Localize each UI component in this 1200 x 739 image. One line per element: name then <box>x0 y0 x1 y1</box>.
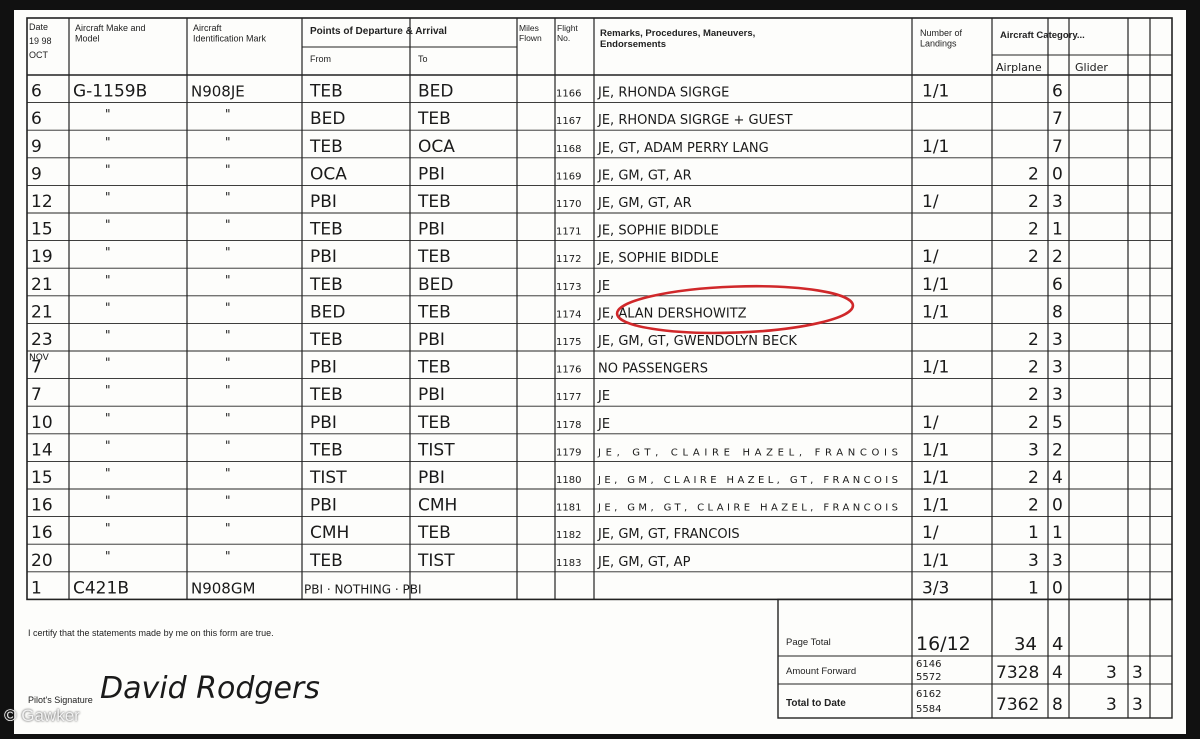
row-hours: 2 <box>1028 468 1039 488</box>
page-total-hours: 34 <box>1014 634 1037 655</box>
ttd-landings-top: 6162 <box>916 689 942 700</box>
row-model-ditto: " <box>105 134 111 149</box>
row-ident-ditto: " <box>225 466 231 480</box>
row-hours: 2 <box>1028 412 1039 433</box>
row-flight-no: 1176 <box>556 364 582 376</box>
row-remarks: JE, SOPHIE BIDDLE <box>598 251 719 267</box>
ttd-cat2: 3 <box>1132 695 1143 715</box>
header-category: Aircraft Category... <box>1000 30 1085 41</box>
ttd-hours: 7362 <box>996 695 1040 715</box>
row-ident-ditto: " <box>225 548 231 563</box>
row-remarks: JE <box>598 278 611 294</box>
logbook-table <box>14 10 1186 734</box>
header-landings: Number of Landings <box>920 28 963 49</box>
row-tenths: 3 <box>1052 550 1063 571</box>
total-to-date-label: Total to Date <box>786 698 846 709</box>
row-to: TIST <box>418 550 455 571</box>
row-tenths: 0 <box>1052 495 1063 516</box>
row-tenths: 3 <box>1052 357 1063 378</box>
row-tenths: 7 <box>1052 109 1063 130</box>
row-from: TEB <box>310 274 343 295</box>
af-cat2: 3 <box>1132 663 1143 683</box>
row-landings: 1/ <box>922 523 939 544</box>
row-model-ditto: " <box>105 521 111 536</box>
row-model-ditto: " <box>105 466 111 480</box>
ttd-cat1: 3 <box>1106 695 1117 715</box>
row-ident-ditto: " <box>225 190 231 204</box>
row-ident-ditto: " <box>225 134 231 149</box>
row-flight-no: 1167 <box>556 116 582 128</box>
row-from: PBI <box>310 247 337 268</box>
row-remarks: JE, GM, GT, GWENDOLYN BECK <box>598 334 797 349</box>
header-flight: Flight No. <box>557 23 578 43</box>
row-model-ditto: " <box>105 272 111 287</box>
row-flight-no: 1183 <box>556 557 582 569</box>
row-ident-ditto: " <box>225 438 231 453</box>
row-tenths: 4 <box>1052 468 1063 488</box>
row-to: TEB <box>418 109 451 130</box>
ttd-tenths: 8 <box>1052 695 1063 715</box>
row-from: TEB <box>310 136 343 157</box>
row-flight-no: 1172 <box>556 254 582 266</box>
row-remarks: JE, GT, CLAIRE HAZEL, FRANCOIS <box>598 447 898 459</box>
page-total-label: Page Total <box>786 637 831 648</box>
row-model-ditto: " <box>105 493 111 508</box>
row-from: OCA <box>310 164 347 185</box>
row-remarks: JE, GM, GT, FRANCOIS <box>598 527 740 543</box>
row-model-ditto: " <box>105 410 111 425</box>
row-date: 7 <box>31 357 42 378</box>
row-date: 21 <box>31 274 53 295</box>
row-tenths: 3 <box>1052 385 1063 406</box>
row-to: BED <box>418 274 454 295</box>
row-tenths: 6 <box>1052 274 1063 295</box>
row-tenths: 2 <box>1052 247 1063 268</box>
row-ident: N908GM <box>191 579 256 598</box>
row-landings: 1/1 <box>922 440 950 461</box>
row-flight-no: 1179 <box>556 447 582 459</box>
row-landings: 1/ <box>922 192 939 212</box>
row-ident-ditto: " <box>225 410 231 425</box>
row-date: 12 <box>31 192 53 212</box>
header-cat-airplane: Airplane <box>996 61 1042 74</box>
header-from: From <box>310 54 331 64</box>
row-flight-no: 1171 <box>556 226 582 238</box>
row-date: 9 <box>31 136 42 157</box>
row-landings: 1/1 <box>922 302 950 323</box>
row-date: 16 <box>31 523 53 544</box>
row-hours: 1 <box>1028 578 1039 599</box>
row-from: PBI <box>310 412 337 433</box>
row-model: G-1159B <box>73 81 148 102</box>
row-hours: 3 <box>1028 440 1039 461</box>
row-flight-no: 1174 <box>556 309 582 321</box>
row-to: PBI <box>418 330 445 350</box>
row-tenths: 6 <box>1052 81 1063 102</box>
row-date: 15 <box>31 219 53 240</box>
row-flight-no: 1181 <box>556 502 582 514</box>
row-flight-no: 1173 <box>556 281 582 293</box>
pilot-signature: David Rodgers <box>100 671 320 706</box>
row-from: PBI <box>310 495 337 516</box>
row-ident-ditto: " <box>225 217 231 232</box>
row-from: TEB <box>310 550 343 571</box>
row-hours: 2 <box>1028 219 1039 240</box>
row-model-ditto: " <box>105 383 111 398</box>
row-from: TIST <box>310 468 347 488</box>
header-date: Date <box>29 22 49 32</box>
row-model-ditto: " <box>105 162 111 177</box>
row-landings: 1/1 <box>922 495 950 516</box>
row-date: 16 <box>31 495 53 516</box>
row-tenths: 1 <box>1052 219 1063 240</box>
page-total-tenths: 4 <box>1052 634 1064 655</box>
row-date: 7 <box>31 385 42 406</box>
row-remarks: JE, GM, GT, AR <box>598 196 692 211</box>
row-to: PBI <box>418 164 445 185</box>
header-to: To <box>418 54 428 64</box>
amount-forward-label: Amount Forward <box>786 666 857 677</box>
row-to: TEB <box>418 247 451 268</box>
af-hours: 7328 <box>996 663 1040 683</box>
row-date: 9 <box>31 164 42 185</box>
row-model-ditto: " <box>105 328 111 342</box>
row-flight-no: 1178 <box>556 419 582 431</box>
row-remarks: JE, ALAN DERSHOWITZ <box>598 306 747 322</box>
row-from: TEB <box>310 385 343 406</box>
row-remarks: JE, GT, ADAM PERRY LANG <box>598 140 769 156</box>
row-from: TEB <box>310 81 343 102</box>
row-to: CMH <box>418 495 458 516</box>
signature-label: Pilot's Signature <box>28 695 93 705</box>
row-model-ditto: " <box>105 245 111 260</box>
row-flight-no: 1168 <box>556 143 582 155</box>
row-to: TEB <box>418 523 451 544</box>
row-ident: N908JE <box>191 82 245 101</box>
row-date: 6 <box>31 109 42 130</box>
header-ident-mark: Aircraft Identification Mark <box>193 23 267 44</box>
row-flight-no: 1166 <box>556 88 582 100</box>
row-remarks: JE, GM, GT, AR <box>598 168 692 184</box>
header-remarks: Remarks, Procedures, Maneuvers, Endorsements <box>600 28 756 50</box>
row-ident-ditto: " <box>225 493 231 508</box>
row-hours: 3 <box>1028 550 1039 571</box>
row-to: PBI <box>418 468 445 488</box>
row-flight-no: 1177 <box>556 392 582 404</box>
row-tenths: 3 <box>1052 330 1063 350</box>
row-tenths: 0 <box>1052 578 1063 599</box>
row-tenths: 8 <box>1052 302 1063 323</box>
row-to: OCA <box>418 136 455 157</box>
logbook-page <box>14 10 1186 734</box>
row-tenths: 1 <box>1052 523 1063 544</box>
row-model-ditto: " <box>105 217 111 232</box>
row-landings: 1/1 <box>922 136 950 157</box>
row-model-ditto: " <box>105 548 111 563</box>
row-tenths: 0 <box>1052 164 1063 185</box>
row-to: TEB <box>418 412 451 433</box>
row-from: TEB <box>310 440 343 461</box>
row-landings: 3/3 <box>922 578 950 599</box>
row-landings: 1/1 <box>922 81 950 102</box>
row-hours: 2 <box>1028 192 1039 212</box>
row-to: TEB <box>418 357 451 378</box>
row-to: TEB <box>418 192 451 212</box>
row-date: 10 <box>31 412 53 433</box>
row-flight-no: 1175 <box>556 337 582 348</box>
row-to: TEB <box>418 302 451 323</box>
header-make-model: Aircraft Make and Model <box>75 23 146 44</box>
row-date: 21 <box>31 302 53 323</box>
row-remarks: JE, GM, GT, AP <box>598 554 691 570</box>
row-remarks: JE <box>598 416 611 432</box>
row-model: C421B <box>73 578 129 599</box>
header-year: 19 98 <box>29 36 52 46</box>
row-model-ditto: " <box>105 300 111 315</box>
row-hours: 2 <box>1028 330 1039 350</box>
header-month: OCT <box>29 50 48 60</box>
row-tenths: 2 <box>1052 440 1063 461</box>
row-model-ditto: " <box>105 190 111 204</box>
row-tenths: 7 <box>1052 136 1063 157</box>
row-from: BED <box>310 302 346 323</box>
row-model-ditto: " <box>105 107 111 122</box>
row-from: PBI <box>310 192 337 212</box>
row-to: PBI <box>418 385 445 406</box>
row-hours: 2 <box>1028 247 1039 268</box>
row-landings: 1/1 <box>922 550 950 571</box>
row-remarks: JE, RHONDA SIGRGE + GUEST <box>598 113 793 129</box>
header-cat-glider: Glider <box>1075 61 1108 74</box>
af-landings-bottom: 5572 <box>916 672 942 683</box>
row-date: 20 <box>31 550 53 571</box>
row-remarks: NO PASSENGERS <box>598 361 709 377</box>
row-tenths: 3 <box>1052 192 1063 212</box>
row-date: 1 <box>31 578 42 599</box>
row-remarks: JE, SOPHIE BIDDLE <box>598 223 719 239</box>
row-hours: 2 <box>1028 495 1039 516</box>
row-hours: 1 <box>1028 523 1039 544</box>
row-ident-ditto: " <box>225 355 231 370</box>
row-date: 6 <box>31 81 42 102</box>
row-model-ditto: " <box>105 355 111 370</box>
row-ident-ditto: " <box>225 300 231 315</box>
row-landings: 1/ <box>922 412 939 433</box>
watermark: © Gawker <box>4 706 80 725</box>
row-date: 14 <box>31 440 53 461</box>
row-from: CMH <box>310 523 350 544</box>
row-to: PBI <box>418 219 445 240</box>
row-date: 19 <box>31 247 53 268</box>
row-flight-no: 1169 <box>556 171 582 183</box>
row-hours: 2 <box>1028 164 1039 185</box>
row-tenths: 5 <box>1052 412 1063 433</box>
row-ident-ditto: " <box>225 272 231 287</box>
row-from: BED <box>310 109 346 130</box>
certify-statement: I certify that the statements made by me on this form are true. <box>28 628 274 638</box>
ttd-landings-bottom: 5584 <box>916 704 942 715</box>
row-to: BED <box>418 81 454 102</box>
row-from: TEB <box>310 330 343 350</box>
row-hours: 2 <box>1028 385 1039 406</box>
row-from: PBI <box>310 357 337 378</box>
month-nov-label: NOV <box>29 353 49 363</box>
row-ident-ditto: " <box>225 521 231 536</box>
row-flight-no: 1182 <box>556 530 582 542</box>
header-miles: Miles Flown <box>519 23 542 43</box>
row-landings: 1/ <box>922 247 939 268</box>
row-ident-ditto: " <box>225 245 231 260</box>
row-remarks: JE, RHONDA SIGRGE <box>598 85 730 101</box>
header-points: Points of Departure & Arrival <box>310 26 447 37</box>
page-total-landings: 16/12 <box>916 633 971 655</box>
row-hours: 2 <box>1028 357 1039 378</box>
row-landings: 1/1 <box>922 468 950 488</box>
row-ident-ditto: " <box>225 383 231 398</box>
row-remarks: JE <box>598 389 611 405</box>
row-ident-ditto: " <box>225 107 231 122</box>
row-from: PBI · NOTHING · PBI <box>304 582 422 597</box>
af-cat1: 3 <box>1106 663 1117 683</box>
row-landings: 1/1 <box>922 357 950 378</box>
row-remarks: JE, GM, GT, CLAIRE HAZEL, FRANCOIS <box>598 502 898 514</box>
row-landings: 1/1 <box>922 274 950 295</box>
row-date: 23 <box>31 330 53 350</box>
row-flight-no: 1170 <box>556 199 582 210</box>
af-landings-top: 6146 <box>916 659 942 670</box>
row-ident-ditto: " <box>225 162 231 177</box>
row-remarks: JE, GM, CLAIRE HAZEL, GT, FRANCOIS <box>598 475 898 486</box>
row-date: 15 <box>31 468 53 488</box>
af-tenths: 4 <box>1052 663 1063 683</box>
row-flight-no: 1180 <box>556 475 582 486</box>
row-ident-ditto: " <box>225 328 231 342</box>
row-model-ditto: " <box>105 438 111 453</box>
row-to: TIST <box>418 440 455 461</box>
row-from: TEB <box>310 219 343 240</box>
